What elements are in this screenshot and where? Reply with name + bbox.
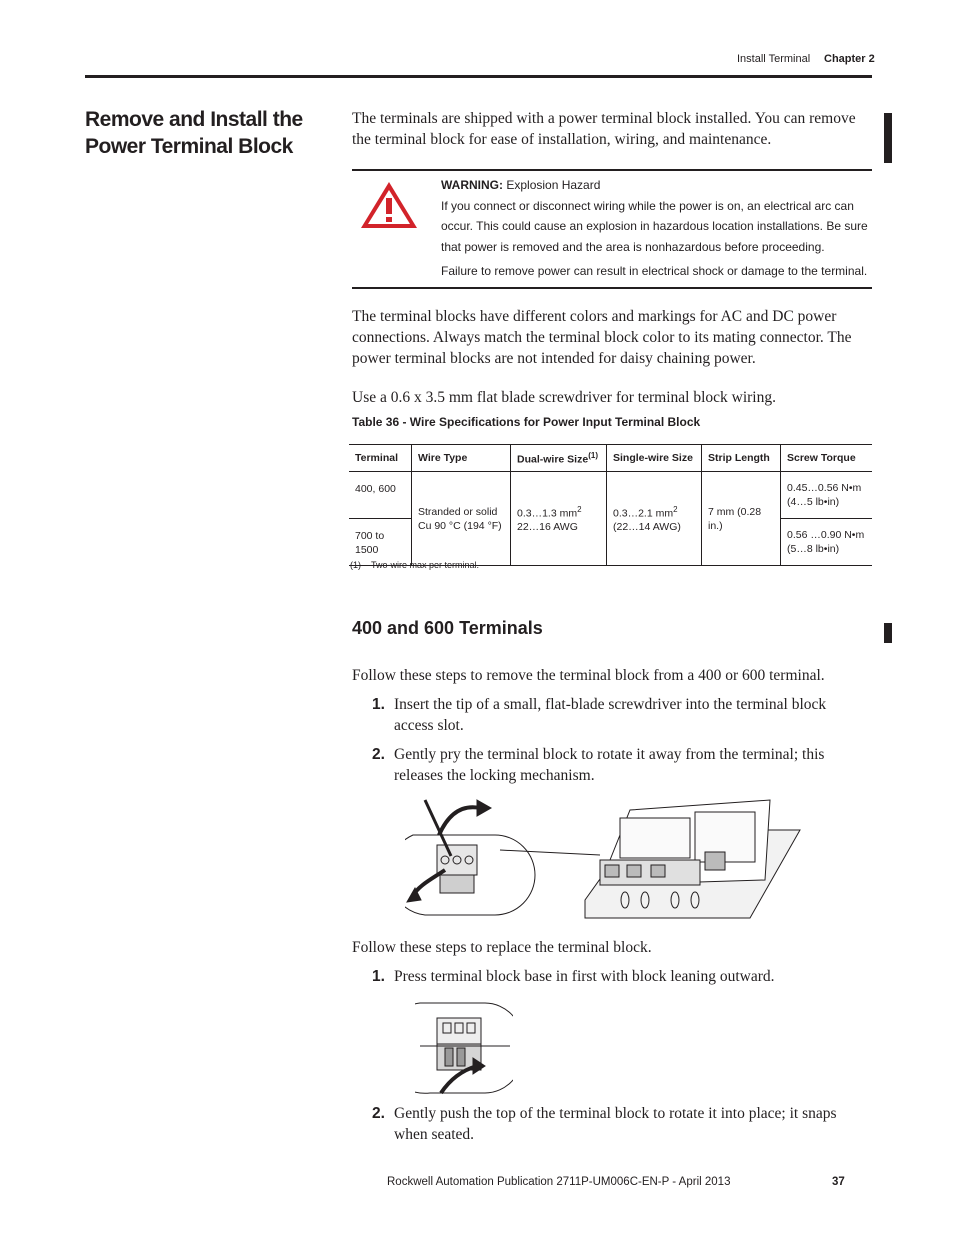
- single-line-1: [613, 503, 695, 521]
- dual-wire-label: Dual-wire Size: [517, 453, 589, 466]
- footnote-ref: (1): [588, 450, 598, 460]
- warning-bottom-rule: [352, 287, 872, 289]
- warning-heading-line: [441, 175, 871, 196]
- remove-intro: Follow these steps to remove the terminal block from a 400 or 600 terminal.: [352, 667, 825, 684]
- step-number: 1.: [372, 696, 385, 713]
- cell-dual-wire: [511, 472, 607, 566]
- warning-top-rule: [352, 169, 872, 171]
- col-header-dual-wire: [511, 445, 607, 472]
- wire-type-line-1: Stranded or solid: [418, 505, 498, 518]
- step-text: Gently push the top of the terminal block to rotate it into place; it snaps when seated.: [394, 1105, 837, 1143]
- table-header-row: [349, 445, 872, 472]
- change-bar: [884, 113, 892, 163]
- cell-terminal: 400, 600: [349, 472, 412, 519]
- col-header-wire-type: Wire Type: [412, 445, 511, 472]
- col-header-terminal: Terminal: [349, 445, 412, 472]
- torque-line-2: (4…5 lb•in): [787, 496, 840, 508]
- table-row: [349, 472, 872, 519]
- step-number: 2.: [372, 746, 385, 763]
- torque-line-2: (5…8 lb•in): [787, 543, 840, 555]
- table-caption: Table 36 - Wire Specifications for Power Input Terminal Block: [352, 415, 701, 429]
- torque-line-1: 0.56 …0.90 N•m: [787, 529, 865, 541]
- inset-detail: [405, 800, 535, 915]
- page-title: Remove and Install the Power Terminal Block: [85, 108, 303, 158]
- running-header-section: Install Terminal: [737, 53, 811, 65]
- dual-line-2: 22…16 AWG: [517, 521, 578, 534]
- cell-terminal: 700 to 1500: [349, 519, 412, 566]
- step-number: 2.: [372, 1105, 385, 1122]
- header-rule: [85, 75, 872, 78]
- terminal-device: [585, 800, 800, 918]
- warning-text-block: [441, 175, 871, 282]
- wire-spec-table: [349, 444, 872, 566]
- replace-intro: Follow these steps to replace the terminal block.: [352, 939, 652, 956]
- cell-wire-type: [412, 472, 511, 566]
- dual-value: 0.3…1.3 mm: [517, 507, 578, 520]
- warning-triangle-icon: [359, 180, 419, 230]
- screwdriver-paragraph: Use a 0.6 x 3.5 mm flat blade screwdriver for terminal block wiring.: [352, 389, 776, 406]
- cell-torque: [781, 472, 873, 519]
- footnote-text: Two-wire max per terminal.: [371, 560, 480, 570]
- step-text: Insert the tip of a small, flat-blade screwdriver into the terminal block access slot.: [394, 696, 827, 734]
- step-number: 1.: [372, 968, 385, 985]
- terminal-block-install-figure: [415, 998, 513, 1098]
- warning-heading: Explosion Hazard: [506, 178, 601, 192]
- page-number: 37: [832, 1176, 845, 1188]
- warning-body: If you connect or disconnect wiring while the power is on, an electrical arc can occur. This could cause an explosion in hazardous location installations. Be sure that power is removed and the area is nonhazardous before proceeding.: [441, 198, 868, 254]
- colors-paragraph: The terminal blocks have different colors and markings for AC and DC power connections. Always match the terminal block color to its mating connector. The power terminal blocks are not intended for daisy chaining power.: [352, 308, 852, 367]
- cell-torque: [781, 519, 873, 566]
- intro-paragraph: The terminals are shipped with a power terminal block installed. You can remove the terminal block for ease of installation, wiring, and maintenance.: [352, 110, 856, 148]
- single-sup: 2: [673, 504, 678, 514]
- wire-type-line-2: Cu 90 °C (194 °F): [418, 519, 502, 532]
- running-header-chapter: Chapter 2: [824, 53, 875, 65]
- col-header-strip-length: Strip Length: [702, 445, 781, 472]
- warning-note: Failure to remove power can result in electrical shock or damage to the terminal.: [441, 264, 868, 278]
- col-header-screw-torque: Screw Torque: [781, 445, 873, 472]
- subsection-heading: 400 and 600 Terminals: [352, 618, 543, 638]
- dual-line-1: [517, 503, 600, 521]
- single-value: 0.3…2.1 mm: [613, 507, 674, 520]
- cell-single-wire: [607, 472, 702, 566]
- warning-label: WARNING:: [441, 178, 503, 192]
- col-header-single-wire: Single-wire Size: [607, 445, 702, 472]
- step-text: Gently pry the terminal block to rotate it away from the terminal; this releases the locking mechanism.: [394, 746, 825, 784]
- step-text: Press terminal block base in first with block leaning outward.: [394, 968, 775, 985]
- change-bar: [884, 623, 892, 643]
- footer-publication: Rockwell Automation Publication 2711P-UM006C-EN-P - April 2013: [387, 1176, 731, 1188]
- single-line-2: (22…14 AWG): [613, 521, 681, 534]
- cell-strip-length: 7 mm (0.28 in.): [702, 472, 781, 566]
- torque-line-1: 0.45…0.56 N•m: [787, 482, 862, 494]
- footnote-number: (1): [350, 560, 361, 570]
- terminal-block-removal-figure: [405, 790, 803, 920]
- dual-sup: 2: [577, 504, 582, 514]
